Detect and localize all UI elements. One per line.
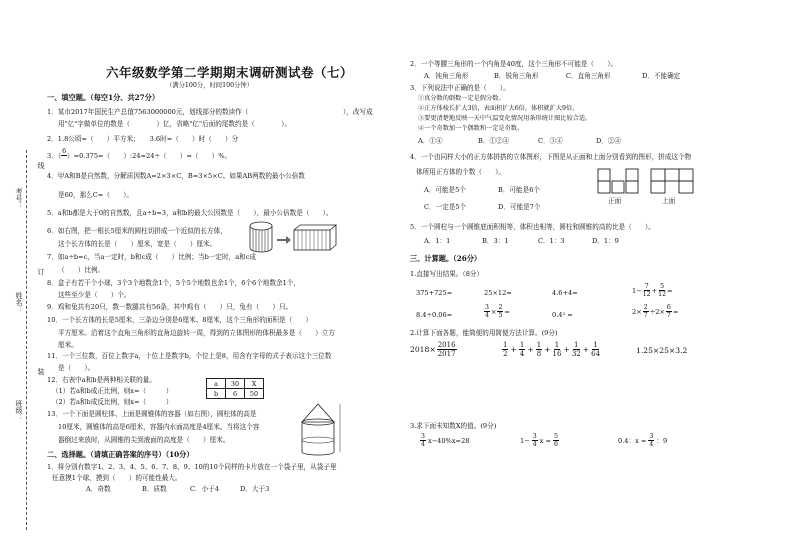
s2-q1-opt-b: B．质数	[142, 485, 167, 493]
banji-label: 班级：	[15, 400, 23, 421]
calc-simplify-1-prefix: 2018×	[410, 345, 436, 354]
equation-2-prefix: 1−	[520, 436, 530, 445]
q10-line-c: 厘米。	[58, 341, 78, 349]
q1-line-a: 1．某市2017年国民生产总值7563000000元，划线部分的数读作（	[47, 108, 249, 116]
s2-q1-line-a: 1．将分别有数字1、2、3、4、5、6、7、8、9、10的10个同样的卡片放在一个袋子里，从袋子里	[47, 463, 337, 471]
q10-line-b: 平方厘米。沿着这个直角三角形的直角边旋转一周，得到的立体图形的体积最多是（ ）立方	[58, 329, 335, 337]
calc-4-frac-a	[643, 283, 651, 298]
q6-line-a: 6．如右图，把一根长5厘米的圆柱切拼成一个近似的长方体，	[47, 227, 227, 235]
s2-q2-opt-c: C．直角三角形	[566, 72, 611, 80]
s2-q3-item-1: ①真分数的倒数一定是假分数。	[418, 95, 505, 102]
s2-q3-item-4: ④一个奇数加一个偶数和一定是奇数。	[418, 125, 524, 132]
frac-den: 12	[658, 291, 667, 298]
table-cell: 50	[245, 389, 264, 399]
frac-num: 3	[485, 304, 489, 311]
s2-q4-line-a: 4．一个由同样大小的正方体拼搭的立体图形，下图是从正面和上面分别看到的图形，拼成这个物	[410, 153, 692, 161]
q5-text: 5．a和b都是大于0的自然数，且a÷b=3，a和b的最大公因数是（ ），最小公倍数是（ ）。	[47, 209, 333, 217]
s2-q1-opt-d: D．大于3	[240, 485, 270, 493]
q12-line-a: 12．右表中a和b是两种相关联的量。	[47, 376, 156, 384]
calc-8-frac-a	[643, 304, 649, 319]
s3-part1-title: 1.直接写出结果。（8分）	[410, 270, 484, 278]
calc-8: 2× $\frac{2}{7}$ ÷2× $\frac{6}{7}$ =	[632, 304, 679, 319]
s3-part3-title: 3.求下面未知数X的值。(9分)	[410, 422, 497, 430]
q2-text: 2．1.8公顷=（ ）平方米； 3.6时=（ ）时（ ）分	[47, 135, 239, 143]
calc-6-frac-a	[484, 304, 490, 319]
calc-8-frac-b	[666, 304, 672, 319]
calc-4-frac-b	[658, 283, 666, 298]
frac-num: 2016	[437, 341, 456, 349]
equation-3-tail: ：9	[656, 436, 668, 445]
s2-q1-opt-a: A．奇数	[86, 485, 111, 493]
s2-q5-opt-c: C．1：3	[538, 237, 565, 245]
table-cell: a	[207, 379, 226, 389]
s2-q5-text: 5．一个圆柱与一个圆锥底面积相等，体积也相等，圆柱和圆锥的高的比是（ ）。	[410, 223, 655, 231]
table-cell: 30	[226, 379, 245, 389]
s2-q1-line-b: 任意摸1个球，摸到（ ）的可能性最大。	[52, 474, 182, 482]
s2-q3-opt-d: D．②④	[596, 137, 622, 145]
s2-q3-opt-a: A．①④	[418, 137, 443, 145]
frac-den: 7	[643, 312, 648, 319]
frac-num: 6	[666, 304, 671, 311]
table-row	[207, 389, 264, 399]
calc-5: 8.4÷0.06=	[416, 311, 453, 319]
calc-6-frac-b	[497, 304, 503, 319]
frac-den: 2017	[437, 350, 456, 358]
xingming-label: 姓名：	[15, 292, 23, 313]
equation-3-prefix: 0.4：x =	[618, 436, 647, 445]
table-cell: b	[207, 389, 226, 399]
q13-line-a: 13．一个下面是圆柱体、上面是圆锥体的容器（如右图），圆柱体的高是	[47, 410, 257, 418]
frac-den: 7	[666, 312, 671, 319]
frac-den: 5	[498, 312, 503, 319]
s2-q4-opt-a: A．可能是5个	[424, 186, 466, 194]
calc-4: 1− $\frac{7}{12}$ + $\frac{5}{12}$ =	[632, 283, 673, 298]
calc-simplify-1-frac	[437, 341, 457, 358]
calc-7: 0.4² =	[552, 311, 573, 319]
s2-q4-opt-d: D．可能是7个	[498, 203, 541, 211]
q7-line-b: （ ）比例。	[58, 266, 105, 274]
q3-text	[47, 148, 231, 163]
q4-line-a: 4．甲A和B是自然数，分解质因数A=2×3×C，B=3×5×C。如果AB两数的最小公倍数	[47, 172, 305, 180]
s2-q1-opt-c: C．小于4	[190, 485, 220, 493]
s2-q4-line-b: 体所用正方体的个数（ ）。	[416, 168, 506, 176]
s2-q3-opt-c: C．③④	[538, 137, 563, 145]
equation-1-body: x−40%x=28	[427, 436, 470, 445]
s3-part2-title: 2.计算下面各题，能简便的用简便方法计算。(9分)	[410, 329, 558, 337]
q3-prefix: 3．（	[47, 151, 62, 160]
s2-q2-opt-b: B．锐角三角形	[494, 72, 539, 80]
page-title: 六年级数学第二学期期末调研测试卷（七）	[106, 65, 354, 80]
cone-cylinder-container-figure	[296, 402, 346, 458]
frac-num: 2	[643, 304, 648, 311]
q11-line-a: 11．一个三位数，百位上数字a，十位上是数字b，个位上是8，用含有字母的式子表示这个三位数	[47, 352, 332, 360]
q9-text: 9．鸡和兔共有20只，数一数腿共有56条，其中鸡有（ ）只，兔有（ ）只。	[47, 303, 293, 311]
s2-q5-opt-b: B．3：1	[482, 237, 509, 245]
frac-num: 5	[660, 283, 665, 290]
binding-ding: 订	[37, 268, 45, 275]
q12-table	[206, 378, 264, 399]
q1-line-b: ），改写成	[343, 108, 373, 116]
q10-line-a: 10．一个长方体的长是5厘米，三条边分别是6厘米、8厘米，这个三角形的面积是（ ）	[47, 316, 312, 324]
q12-line-c: （2）若a和b成反比例，则x=（ ）	[52, 398, 173, 406]
calc-simplify-3: 1.25×25×3.2	[636, 346, 688, 355]
s2-q3-text: 3．下列说法中正确的是（ ）。	[410, 84, 510, 92]
q12-line-b: （1）若a和b成正比例，则x=（ ）	[52, 387, 173, 395]
front-view-label: 正面	[608, 197, 622, 205]
kaohao-label: 考号：	[15, 188, 23, 209]
calc-4-prefix: 1−	[632, 286, 642, 295]
front-view-figure	[597, 168, 641, 194]
table-cell: 6	[226, 389, 245, 399]
s2-q4-opt-c: C．一定是5个	[424, 203, 467, 211]
s2-q3-opt-b: B．①②④	[478, 137, 510, 145]
calc-6: $\frac{3}{4}$ × $\frac{2}{5}$ =	[485, 304, 510, 319]
section-1-title: 一、填空题。（每空1分、共27分）	[47, 93, 160, 102]
equation-1: $\frac{3}{4}$ x−40%x=28	[421, 433, 470, 448]
calc-simplify-2: $\frac{1}{2}$ + $\frac{1}{4}$ + $\frac{1}{8}$ + $\frac{1}{16}$ + $\frac{1}{32}$ + $\frac{1}{64}$	[503, 341, 601, 358]
s2-q5-opt-d: D．1：9	[592, 237, 619, 245]
calc-2: 25×12=	[484, 289, 512, 297]
page-subtitle: （满分100分，时间100分钟）	[166, 82, 254, 89]
equation-3: 0.4：x = $\frac{3}{4}$ ：9	[618, 433, 668, 448]
s2-q3-item-3: ③要更清楚地反映一天中气温变化情况用条形统计图比较合适。	[418, 115, 592, 122]
q1-line-c: 用"亿"字做单位的数是（ ）亿，省略"亿"后面的尾数约是（ ）。	[58, 120, 292, 128]
calc-1: 375+725=	[416, 289, 453, 297]
q13-line-b: 10厘米，圆锥体的高是6厘米，容器内水面高度是4厘米。当将这个容	[58, 423, 260, 431]
s2-q5-opt-a: A．1：1	[424, 237, 451, 245]
q6-line-b: 这个长方体的长是（ ）厘米，宽是（ ）厘米。	[58, 240, 217, 248]
s2-q2-text: 2．一个等腰三角形的一个内角是40度，这个三角形不可能是（ ）。	[410, 60, 618, 68]
q8-line-a: 8．盒子有若干个小球，3个3个地数余1个，5个5个地数也余1个，6个6个地数余1个，	[47, 279, 300, 287]
frac-num: 2	[498, 304, 503, 311]
table-cell: X	[245, 379, 264, 389]
binding-zhuang: 装	[37, 368, 45, 375]
q13-line-c: 器倒过来放时，从圆锥的尖到液面的高度是（ ）厘米。	[58, 436, 230, 444]
q4-line-b: 是60，那么C=（ ）。	[58, 191, 134, 199]
section-3-title: 三、计算题。（26分）	[410, 254, 482, 263]
frac-num: 7	[644, 283, 649, 290]
s2-q4-opt-b: B．可能是6个	[498, 186, 541, 194]
top-view-figure	[650, 168, 694, 194]
q7-line-a: 7．如a÷b=c，当a一定时，b和c成（ ）比例；当b一定时，a和c成	[47, 253, 257, 261]
table-row	[207, 379, 264, 389]
q11-line-b: 是（ ）。	[58, 364, 95, 372]
top-view-label: 上面	[662, 197, 676, 205]
cylinder-to-cuboid-figure	[248, 220, 340, 254]
frac-den: 4	[485, 312, 489, 319]
s2-q2-opt-d: D．不能确定	[642, 72, 681, 80]
binding-line	[26, 150, 27, 530]
calc-simplify-1	[410, 341, 457, 358]
q3-suffix: ）=0.375=（ ）:24=24÷（ ）=（ ）%。	[67, 151, 232, 160]
q3-frac-num: 6	[62, 148, 67, 155]
equation-2: 1− $\frac{3}{4}$ x = $\frac{5}{6}$	[520, 433, 558, 448]
section-2-title: 二、选择题。（请填正确答案的序号）（10分）	[47, 450, 194, 459]
s2-q2-opt-a: A．钝角三角形	[424, 72, 469, 80]
frac-den: 12	[642, 291, 651, 298]
q8-line-b: 这些至少是（ ）个。	[58, 291, 131, 299]
binding-xian: 线	[37, 162, 45, 169]
calc-3: 4.6+4=	[552, 289, 578, 297]
s2-q3-item-2: ②正方体棱长扩大3倍，表面积扩大6倍，体积就扩大9倍。	[418, 105, 579, 112]
